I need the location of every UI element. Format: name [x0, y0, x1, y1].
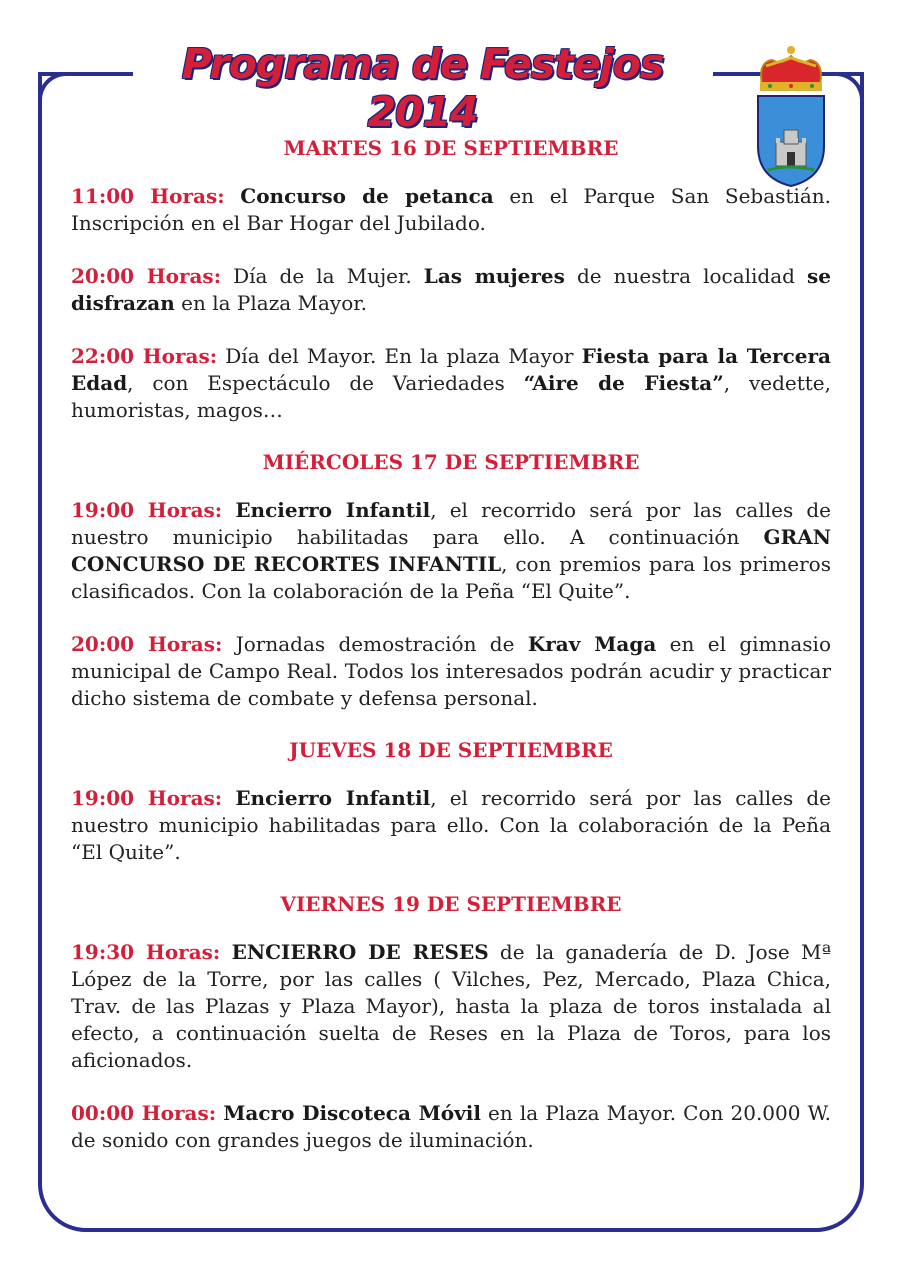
event-text [220, 940, 231, 964]
event-hour: 00:00 Horas: [71, 1101, 217, 1125]
event-item [71, 263, 831, 317]
day-heading: MARTES 16 DE SEPTIEMBRE [283, 136, 619, 160]
event-highlight: ENCIERRO DE RESES [231, 940, 489, 964]
event-hour: 20:00 Horas: [71, 632, 223, 656]
event-text: , el recorrido será por las calles de nuestro municipio habilitadas para ello. A continuación [71, 498, 831, 549]
event-highlight: Krav Maga [527, 632, 657, 656]
event-hour: 19:00 Horas: [71, 498, 223, 522]
event-text: en la Plaza Mayor. [174, 291, 367, 315]
event-text: en el gimnasio municipal de Campo Real. Todos los interesados podrán acudir y practicar dicho sistema de combate y defensa personal. [71, 632, 831, 710]
event-highlight: Encierro Infantil [235, 786, 431, 810]
event-item [71, 939, 831, 1074]
event-hour: 11:00 Horas: [71, 184, 225, 208]
day-heading: JUEVES 18 DE SEPTIEMBRE [289, 738, 613, 762]
event-item [71, 183, 831, 237]
event-text [222, 498, 235, 522]
page-title: Programa de Festejos 2014 [181, 40, 664, 136]
event-highlight: GRAN CONCURSO DE RECORTES INFANTIL [71, 525, 831, 576]
event-hour: 22:00 Horas: [71, 344, 218, 368]
event-hour: 19:00 Horas: [71, 786, 223, 810]
event-text [225, 184, 241, 208]
event-text: Jornadas demostración de [222, 632, 528, 656]
day-heading: MIÉRCOLES 17 DE SEPTIEMBRE [262, 450, 640, 474]
event-highlight: se disfrazan [71, 264, 831, 315]
event-item [71, 631, 831, 712]
event-highlight: “Aire de Fiesta” [523, 371, 724, 395]
event-hour: 20:00 Horas: [71, 264, 222, 288]
event-highlight: Las mujeres [423, 264, 565, 288]
event-highlight: Concurso de petanca [240, 184, 494, 208]
event-item [71, 497, 831, 605]
event-text: , el recorrido será por las calles de nuestro municipio habilitadas para ello. Con la colaboración de la Peña “El Quite”. [71, 786, 831, 864]
event-text: en el Parque San Sebastián. Inscripción en el Bar Hogar del Jubilado. [71, 184, 832, 235]
event-text: , con Espectáculo de Variedades [127, 371, 524, 395]
event-text: , con premios para los primeros clasificados. Con la colaboración de la Peña “El Quite”. [71, 552, 831, 603]
day-heading: VIERNES 19 DE SEPTIEMBRE [280, 892, 622, 916]
program-content [71, 136, 831, 1180]
event-text: Día del Mayor. En la plaza Mayor [217, 344, 582, 368]
event-item [71, 1100, 831, 1154]
event-hour: 19:30 Horas: [71, 940, 221, 964]
event-highlight: Macro Discoteca Móvil [223, 1101, 481, 1125]
event-item [71, 343, 831, 424]
event-text: Día de la Mujer. [221, 264, 424, 288]
event-highlight: Fiesta para la Tercera Edad [71, 344, 831, 395]
event-highlight: Encierro Infantil [235, 498, 431, 522]
event-text: en la Plaza Mayor. Con 20.000 W. de sonido con grandes juegos de iluminación. [71, 1101, 832, 1152]
event-text [222, 786, 235, 810]
event-text: , vedette, humoristas, magos… [71, 371, 831, 422]
event-text: de la ganadería de D. Jose Mª López de la Torre, por las calles ( Vilches, Pez, Mercado, Plaza Chica, Trav. de las Plazas y Plaza Mayor), hasta la plaza de toros instalada al efecto, a continuación suelta de Reses en la Plaza de Toros, para los aficionados. [71, 940, 832, 1072]
event-text: de nuestra localidad [564, 264, 807, 288]
event-item [71, 785, 831, 866]
